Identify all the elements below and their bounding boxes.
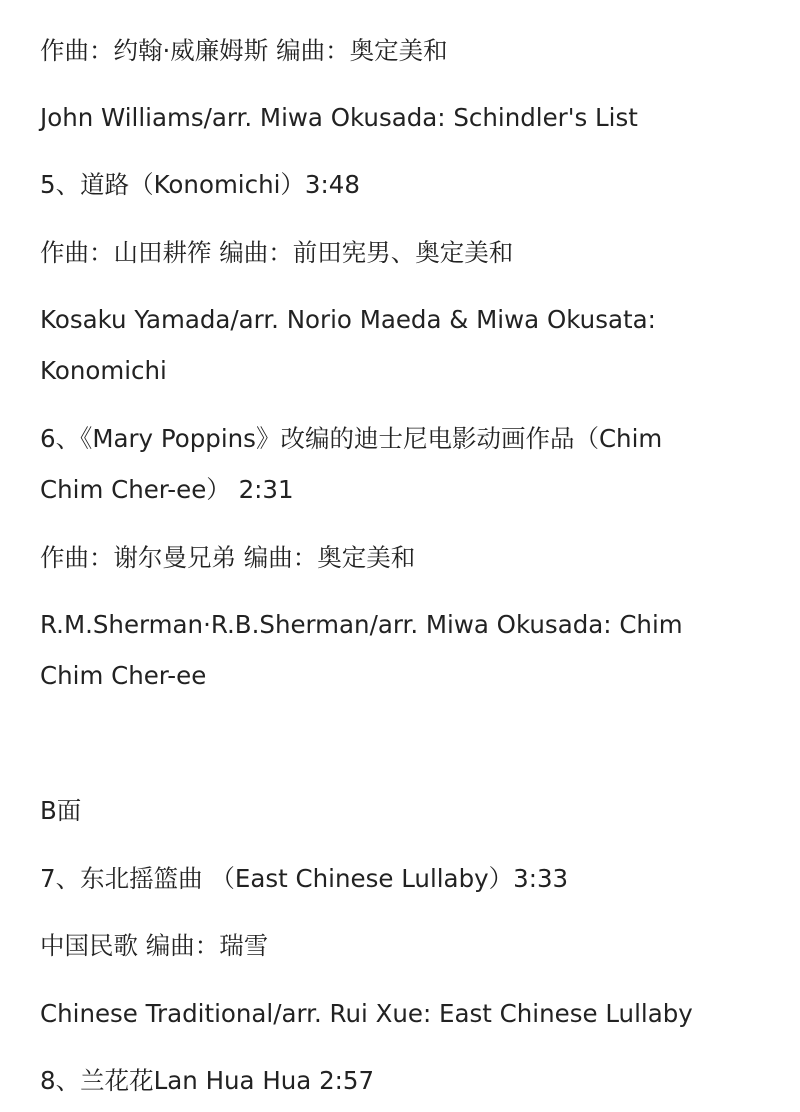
composer-line-konomichi: 作曲：山田耕筰 编曲：前田宪男、奥定美和: [40, 238, 514, 267]
composer-line-schindler: 作曲：约翰·威廉姆斯 编曲：奥定美和: [40, 36, 448, 65]
composer-line-lullaby: 中国民歌 编曲：瑞雪: [40, 931, 269, 960]
track-title-7: 7、东北摇篮曲 （East Chinese Lullaby）3:33: [40, 864, 569, 893]
credit-line-lullaby: Chinese Traditional/arr. Rui Xue: East Chinese Lullaby: [40, 999, 693, 1028]
track-title-8: 8、兰花花Lan Hua Hua 2:57: [40, 1066, 375, 1095]
credit-line-konomichi-part1: Kosaku Yamada/arr. Norio Maeda & Miwa Okusata:: [40, 305, 656, 334]
composer-line-chim-chim: 作曲：谢尔曼兄弟 编曲：奥定美和: [40, 543, 416, 572]
track-title-5: 5、道路（Konomichi）3:48: [40, 170, 360, 199]
track-title-6-part1: 6、《Mary Poppins》改编的迪士尼电影动画作品（Chim: [40, 424, 663, 453]
credit-line-chim-chim-part1: R.M.Sherman·R.B.Sherman/arr. Miwa Okusada: Chim: [40, 610, 683, 639]
track-title-6-part2: Chim Cher-ee） 2:31: [40, 475, 294, 504]
credit-line-chim-chim-part2: Chim Cher-ee: [40, 661, 207, 690]
credit-line-konomichi-part2: Konomichi: [40, 356, 167, 385]
side-b-heading: B面: [40, 796, 82, 825]
credit-line-schindler: John Williams/arr. Miwa Okusada: Schindler's List: [40, 103, 638, 132]
